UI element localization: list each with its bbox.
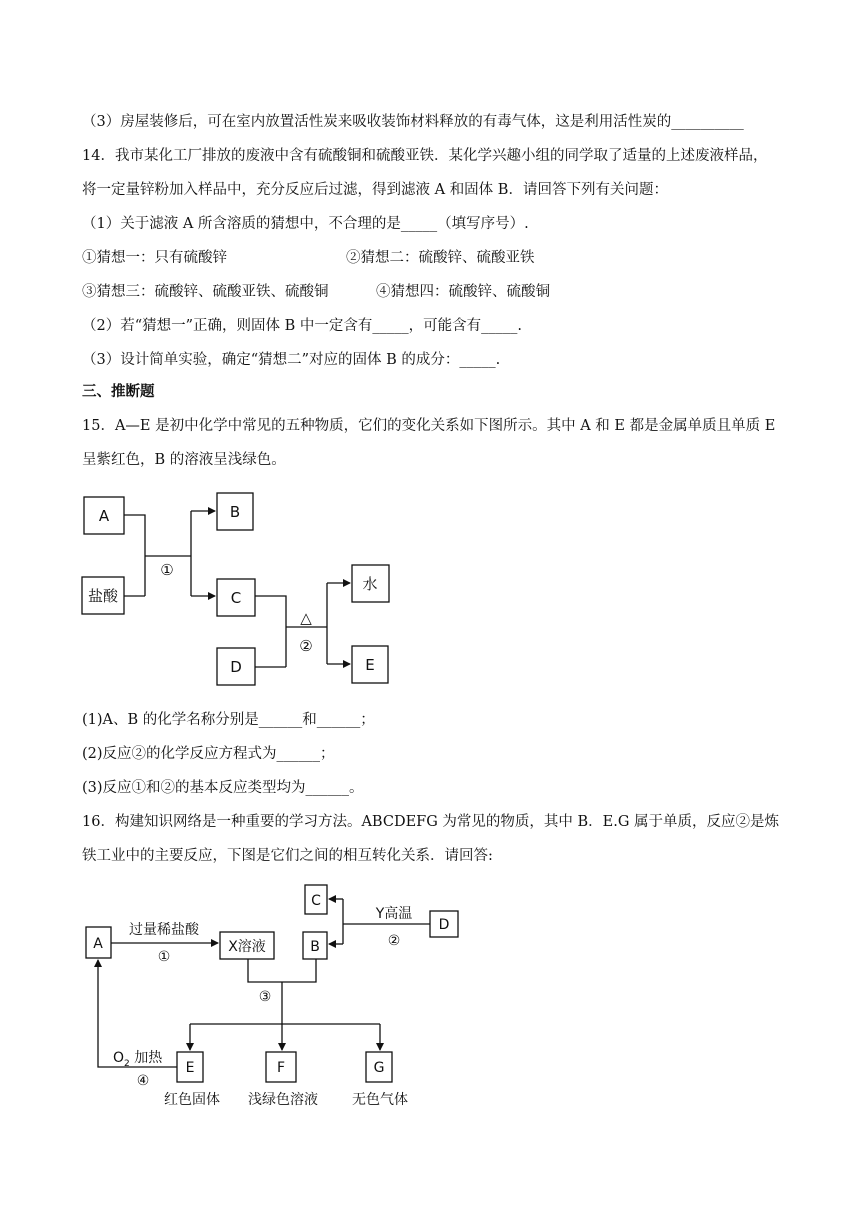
q15-label-a: A	[98, 507, 110, 525]
q14-part1: （1）关于滤液 A 所含溶质的猜想中，不合理的是_____（填写序号）.	[82, 216, 529, 232]
q16-caption-e: 红色固体	[164, 1092, 220, 1108]
q16-label-e: E	[185, 1060, 195, 1076]
q14-guess3: ③猜想三：硫酸锌、硫酸亚铁、硫酸铜	[82, 284, 329, 300]
q15-label-water: 水	[362, 575, 378, 593]
q16-reaction4-label: ④	[136, 1073, 150, 1089]
q16-stem-line2: 铁工业中的主要反应，下图是它们之间的相互转化关系．请回答:	[82, 848, 493, 864]
q16-label-g: G	[373, 1060, 385, 1076]
q15-label-d: D	[230, 658, 242, 676]
q14-stem-line1: 14．我市某化工厂排放的废液中含有硫酸铜和硫酸亚铁．某化学兴趣小组的同学取了适量的上述废液样品，	[82, 148, 768, 164]
q14-stem-line2: 将一定量锌粉加入样品中，充分反应后过滤，得到滤液 A 和固体 B．请回答下列有关问题：	[82, 182, 668, 198]
q15-heat-symbol: △	[300, 609, 312, 627]
q16-label-b: B	[310, 939, 320, 955]
q16-label-d: D	[438, 917, 450, 933]
q16-caption-g: 无色气体	[352, 1092, 408, 1108]
section-title: 三、推断题	[82, 384, 155, 400]
q13-part3: （3）房屋装修后，可在室内放置活性炭来吸收装饰材料释放的有毒气体，这是利用活性炭的__________	[82, 114, 744, 130]
q16-reaction1-label: ①	[157, 949, 171, 965]
q15-label-e: E	[365, 656, 375, 674]
q15-stem-line2: 呈紫红色，B 的溶液呈浅绿色。	[82, 452, 286, 468]
q16-caption-f: 浅绿色溶液	[248, 1092, 318, 1108]
q16-label-f: F	[276, 1060, 286, 1076]
q14-part2: （2）若“猜想一”正确，则固体 B 中一定含有_____，可能含有_____.	[82, 318, 523, 334]
q16-reaction3-label: ③	[258, 989, 272, 1005]
q15-part3: (3)反应①和②的基本反应类型均为______。	[82, 780, 364, 796]
q15-part2: (2)反应②的化学反应方程式为______；	[82, 746, 335, 762]
q15-reaction1-label: ①	[160, 561, 174, 579]
q16-hcl-label: 过量稀盐酸	[129, 922, 199, 938]
q14-guess2: ②猜想二：硫酸锌、硫酸亚铁	[346, 250, 535, 266]
q16-stem-line1: 16．构建知识网络是一种重要的学习方法。ABCDEFG 为常见的物质，其中 B．E.G 属于单质，反应②是炼	[82, 814, 780, 830]
q14-guess1: ①猜想一：只有硫酸锌	[82, 250, 227, 266]
q16-label-c: C	[311, 893, 321, 909]
q15-label-c: C	[230, 589, 242, 607]
q15-label-hcl: 盐酸	[87, 587, 119, 605]
q14-part3: （3）设计简单实验，确定“猜想二”对应的固体 B 的成分：_____.	[82, 352, 501, 368]
q14-guess4: ④猜想四：硫酸锌、硫酸铜	[376, 284, 550, 300]
q15-label-b: B	[229, 503, 241, 521]
q15-reaction2-label: ②	[299, 637, 313, 655]
q15-stem-line1: 15．A—E 是初中化学中常见的五种物质，它们的变化关系如下图所示。其中 A 和 E 都是金属单质且单质 E	[82, 418, 776, 434]
q16-o2-heat-label: $O_2$ 加热	[113, 1050, 163, 1069]
q16-y-label: Y高温	[375, 906, 413, 922]
q16-label-x: X溶液	[228, 939, 266, 955]
q16-label-a: A	[93, 936, 103, 952]
q16-r3-inputs	[248, 959, 316, 982]
q16-reaction2-label: ②	[387, 933, 401, 949]
q15-part1: (1)A、B 的化学名称分别是______和______；	[82, 712, 375, 728]
